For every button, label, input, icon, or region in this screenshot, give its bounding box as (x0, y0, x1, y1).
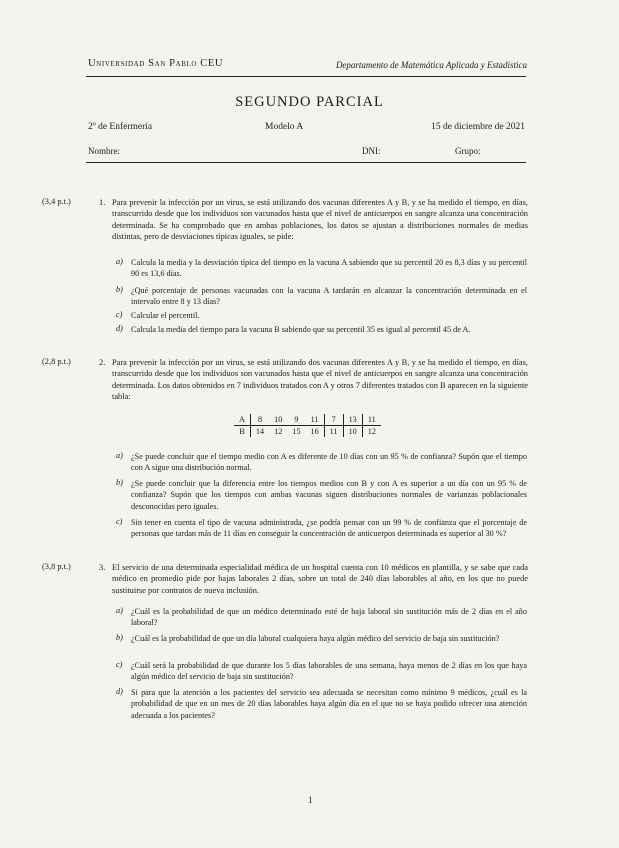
name-field-label: Nombre: (88, 146, 120, 156)
table-cell: 16 (310, 427, 319, 436)
question-3-item-c-label: c) (116, 660, 123, 669)
question-3-points: (3,8 p.t.) (42, 562, 71, 571)
page-number: 1 (308, 795, 313, 805)
question-1-number: 1. (99, 198, 106, 207)
table-row-b (234, 426, 381, 438)
vaccine-data-table (234, 414, 381, 437)
question-1-item-a: Calcula la media y la desviación típica del tiempo en la vacuna A sabiendo que su percentil 20 es 8,3 días y su percentil 90 es 13,6 días. (131, 258, 527, 279)
table-cell: 10 (343, 426, 362, 438)
question-2-number: 2. (99, 358, 106, 367)
question-1-item-b-label: b) (116, 285, 123, 294)
exam-title: SEGUNDO PARCIAL (235, 94, 384, 110)
dni-field-label: DNI: (362, 146, 381, 156)
university-name: Universidad San Pablo CEU (88, 58, 224, 69)
fields-rule (86, 162, 526, 163)
question-2-item-c: Sin tener en cuenta el tipo de vacuna administrada, ¿se podría pensar con un 99 % de confianza que el porcentaje de personas que tardan más de 11 días en conseguir la concentración de anticuerpos determinada es superior al 30 %? (131, 518, 527, 539)
table-row-head: B (234, 426, 250, 438)
table-cell: 12 (274, 427, 283, 436)
question-1-item-b: ¿Qué porcentaje de personas vacunadas con la vacuna A tardarán en alcanzar la concentración determinada en el intervalo entre 8 y 13 días? (131, 286, 527, 307)
question-1-item-d-label: d) (116, 324, 123, 333)
question-3-item-a: ¿Cuál es la probabilidad de que un médico determinado esté de baja laboral sin sustitución más de 2 días en el año laboral? (131, 607, 527, 628)
table-cell: 15 (292, 427, 301, 436)
question-1-item-d: Calcula la media del tiempo para la vacuna B sabiendo que su percentil 35 es igual al percentil 45 de A. (131, 325, 471, 334)
table-cell: 8 (250, 414, 269, 426)
course-label: 2º de Enfermería (88, 122, 153, 132)
question-1-item-a-label: a) (116, 257, 123, 266)
department-name: Departamento de Matemática Aplicada y Estadística (335, 60, 527, 70)
table-cell: 11 (305, 414, 324, 426)
question-2-item-a: ¿Se puede concluir que el tiempo medio con A es diferente de 10 días con un 95 % de confianza? Supón que el tiempo con A sigue una distribución normal. (131, 452, 527, 473)
question-3-number: 3. (99, 563, 106, 572)
table-cell: 12 (362, 426, 381, 438)
group-field-label: Grupo: (455, 146, 481, 156)
table-cell: 11 (324, 426, 343, 438)
question-3-item-d-label: d) (116, 687, 123, 696)
question-1-item-c-label: c) (116, 310, 123, 319)
question-2-points: (2,8 p.t.) (42, 357, 71, 366)
question-1-item-c: Calcular el percentil. (131, 311, 200, 320)
question-2-item-a-label: a) (116, 451, 123, 460)
table-cell: 9 (287, 414, 305, 426)
question-2-item-b-label: b) (116, 478, 123, 487)
table-cell: 10 (269, 414, 287, 426)
question-2-item-b: ¿Se puede concluir que la diferencia entre los tiempos medios con B y con A es superior a un día con un 95 % de confianza? Supón que los tiempos con ambas vacunas siguen distribuciones normales de varianzas poblacionales desconocidas pero iguales. (131, 479, 527, 511)
exam-date: 15 de diciembre de 2021 (431, 122, 525, 132)
table-row-a (234, 414, 381, 426)
table-cell: 13 (343, 414, 362, 426)
table-cell: 11 (362, 414, 381, 426)
question-3-item-b-label: b) (116, 633, 123, 642)
question-3-item-b: ¿Cuál es la probabilidad de que un día laboral cualquiera haya algún médico del servicio de baja sin sustitución? (131, 634, 500, 643)
question-3-item-c: ¿Cuál será la probabilidad de que durante los 5 días laborables de una semana, haya menos de 2 días en los que haya algún médico del servicio de baja sin sustitución? (131, 661, 527, 682)
table-cell: 7 (324, 414, 343, 426)
question-2-item-c-label: c) (116, 517, 123, 526)
question-3-item-d: Si para que la atención a los pacientes del servicio sea adecuada se necesitan como mínimo 9 médicos, ¿cuál es la probabilidad de que en un mes de 20 días laborables haya algún día en el que no se haya podido ofrecer una atención adecuada a los pacientes? (131, 688, 527, 720)
question-1-text: Para prevenir la infección por un virus, se está utilizando dos vacunas diferentes A y B, y se ha medido el tiempo, en días, transcurrido desde que los individuos son vacunados hasta que el nivel de anticuerpos en sangre alcanza una concentración determinada. Se ha comprobado que en ambas poblaciones, los datos se ajustan a distribuciones normales de medias distintas, pero de desviaciones típicas iguales, se pide: (112, 198, 528, 242)
question-3-text: El servicio de una determinada especialidad médica de un hospital cuenta con 10 médicos en plantilla, y se sabe que cada médico en promedio pide por bajas laborales 2 días, sobre un total de 240 días laborables al año, en los que no puede sustituirse por contratos de nueva inclusión. (112, 563, 528, 595)
question-2-text: Para prevenir la infección por un virus, se está utilizando dos vacunas diferentes A y B, y se ha medido el tiempo, en días, transcurrido desde que los individuos son vacunados hasta que el nivel de anticuerpos en sangre alcanza una concentración determinada. Los datos obtenidos en 7 individuos tratados con A y otros 7 diferentes tratados con B aparecen en la siguiente tabla: (112, 358, 528, 402)
question-1-points: (3,4 p.t.) (42, 197, 71, 206)
question-3-item-a-label: a) (116, 606, 123, 615)
table-row-head: A (234, 414, 250, 426)
table-cell: 14 (255, 427, 265, 436)
header-rule (86, 76, 526, 77)
model-label: Modelo A (265, 122, 304, 132)
